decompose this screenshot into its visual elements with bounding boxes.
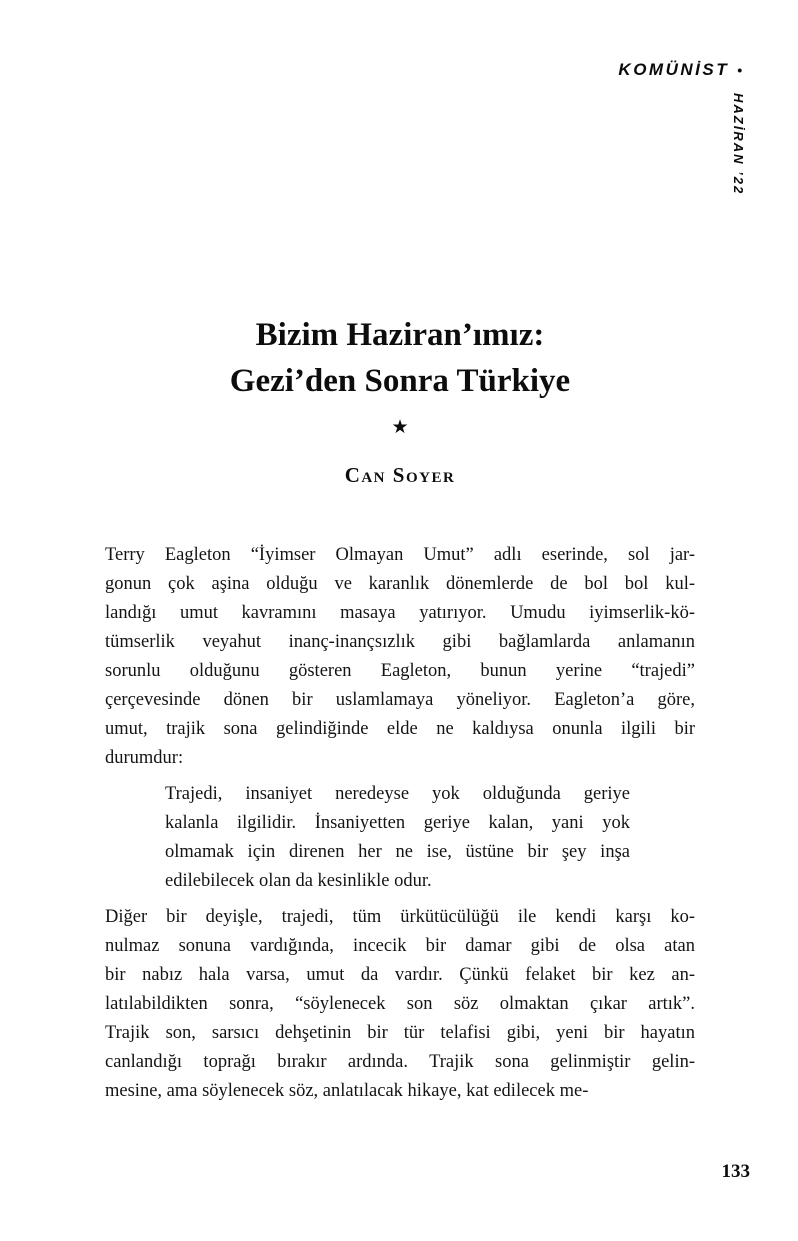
article-body [105, 541, 695, 1106]
paragraph [105, 903, 695, 1106]
text-line: kalanla ilgilidir. İnsaniyetten geriye kalan, yani yok [165, 813, 630, 833]
author-name: Can Soyer [344, 463, 456, 487]
text-line: durumdur: [105, 748, 184, 768]
text-line: sorunlu olduğunu gösteren Eagleton, bunun yerine “trajedi” [105, 661, 695, 681]
article-title-line-1: Bizim Haziran’ımız: [255, 317, 545, 353]
text-line: nulmaz sonuna vardığında, incecik bir damar gibi de olsa atan [105, 936, 695, 956]
blockquote [165, 780, 630, 896]
text-line: edilebilecek olan da kesinlikle odur. [165, 871, 432, 891]
page-number: 133 [721, 1161, 750, 1182]
paragraph [105, 541, 695, 773]
article-title-line-2: Gezi’den Sonra Türkiye [229, 363, 571, 399]
journal-name: KOMÜNİST [618, 60, 730, 79]
text-line: Diğer bir deyişle, trajedi, tüm ürkütücülüğü ile kendi karşı ko- [105, 907, 695, 927]
star-icon: ★ [391, 417, 409, 438]
text-line: Trajik son, sarsıcı dehşetinin bir tür telafisi gibi, yeni bir hayatın [105, 1023, 695, 1043]
bullet-icon: • [737, 62, 742, 78]
text-line: canlandığı toprağı bırakır ardında. Trajik sona gelinmiştir gelin- [105, 1052, 695, 1072]
text-line: umut, trajik sona gelindiğinde elde ne kaldıysa onunla ilgili bir [105, 719, 695, 739]
text-line: olmamak için direnen her ne ise, üstüne bir şey inşa [165, 842, 630, 862]
text-line: bir nabız hala varsa, umut da vardır. Çünkü felaket bir kez an- [105, 965, 695, 985]
text-line: landığı umut kavramını masaya yatırıyor. Umudu iyimserlik-kö- [105, 603, 695, 623]
text-line: çerçevesinde dönen bir uslamlamaya yöneliyor. Eagleton’a göre, [105, 690, 695, 710]
text-line: mesine, ama söylenecek söz, anlatılacak hikaye, kat edilecek me- [105, 1081, 589, 1101]
text-line: Terry Eagleton “İyimser Olmayan Umut” adlı eserinde, sol jar- [105, 545, 695, 565]
text-line: tümserlik veyahut inanç-inançsızlık gibi bağlamlarda anlamanın [105, 632, 695, 652]
journal-header [618, 60, 742, 80]
issue-label: HAZİRAN ’22 [731, 93, 746, 196]
text-line: gonun çok aşina olduğu ve karanlık dönemlerde de bol bol kul- [105, 574, 695, 594]
article-title-block [105, 312, 695, 488]
text-line: Trajedi, insaniyet neredeyse yok olduğunda geriye [165, 784, 630, 804]
text-line: latılabildikten sonra, “söylenecek son söz olmaktan çıkar artık”. [105, 994, 695, 1014]
